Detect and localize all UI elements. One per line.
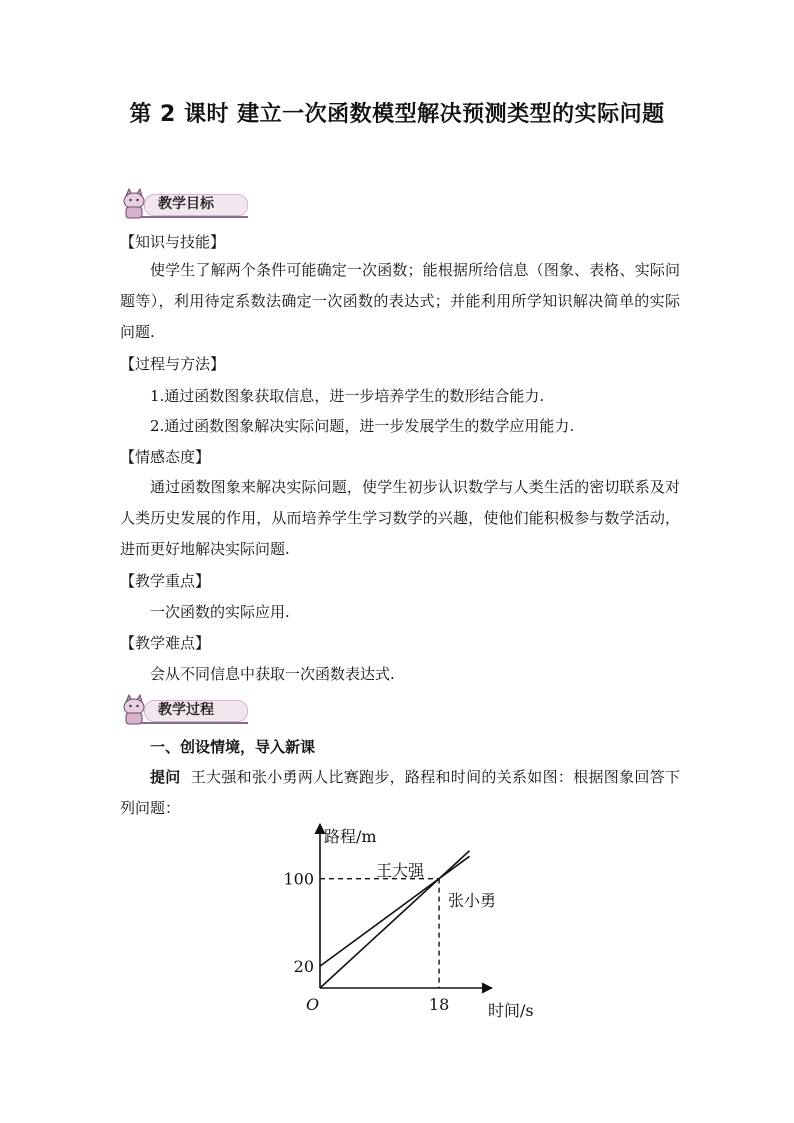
paragraph-emotion: 通过函数图象来解决实际问题，使学生初步认识数学与人类生活的密切联系及对人类历史发展的作用，从而培养学生学习数学的兴趣，使他们能积极参与数学活动，进而更好地解决实际问题. bbox=[120, 478, 680, 558]
question-text: 王大强和张小勇两人比赛跑步，路程和时间的关系如图：根据图象回答下列问题： bbox=[120, 768, 680, 817]
badge-underline bbox=[140, 216, 248, 218]
method-item-2: 2.通过函数图象解决实际问题，进一步发展学生的数学应用能力. bbox=[150, 417, 575, 435]
method-item-1: 1.通过函数图象获取信息，进一步培养学生的数形结合能力. bbox=[150, 387, 545, 405]
section-badge-objectives bbox=[118, 186, 248, 220]
series-label-zhang: 张小勇 bbox=[448, 891, 497, 910]
text-difficulty: 会从不同信息中获取一次函数表达式. bbox=[150, 665, 395, 683]
y-axis-label: 路程/m bbox=[324, 827, 377, 846]
heading-method: 【过程与方法】 bbox=[120, 355, 226, 373]
x-tick-label: 18 bbox=[428, 995, 450, 1014]
badge-label: 教学过程 bbox=[158, 702, 214, 718]
badge-label: 教学目标 bbox=[158, 196, 214, 212]
heading-emotion: 【情感态度】 bbox=[120, 448, 211, 466]
y-tick-label: 20 bbox=[293, 957, 314, 977]
heading-difficulty: 【教学难点】 bbox=[120, 634, 211, 652]
section-badge-process bbox=[118, 692, 248, 726]
distance-time-chart bbox=[270, 818, 570, 1028]
heading-knowledge: 【知识与技能】 bbox=[120, 233, 226, 251]
paragraph-question bbox=[120, 762, 680, 824]
y-tick-label: 100 bbox=[283, 869, 314, 889]
step-heading-1: 一、创设情境，导入新课 bbox=[150, 738, 316, 756]
text-keypoint: 一次函数的实际应用. bbox=[150, 603, 290, 621]
series-label-wang: 王大强 bbox=[376, 861, 425, 880]
paragraph-knowledge: 使学生了解两个条件可能确定一次函数；能根据所给信息（图象、表格、实际问题等），利用待定系数法确定一次函数的表达式；并能利用所学知识解决简单的实际问题. bbox=[120, 261, 680, 341]
x-axis-label: 时间/s bbox=[488, 1001, 534, 1020]
question-label: 提问 bbox=[150, 768, 181, 786]
heading-keypoint: 【教学重点】 bbox=[120, 572, 211, 590]
badge-underline bbox=[140, 722, 248, 724]
page-title: 第 2 课时 建立一次函数模型解决预测类型的实际问题 bbox=[129, 102, 665, 127]
origin-label: O bbox=[306, 995, 320, 1014]
